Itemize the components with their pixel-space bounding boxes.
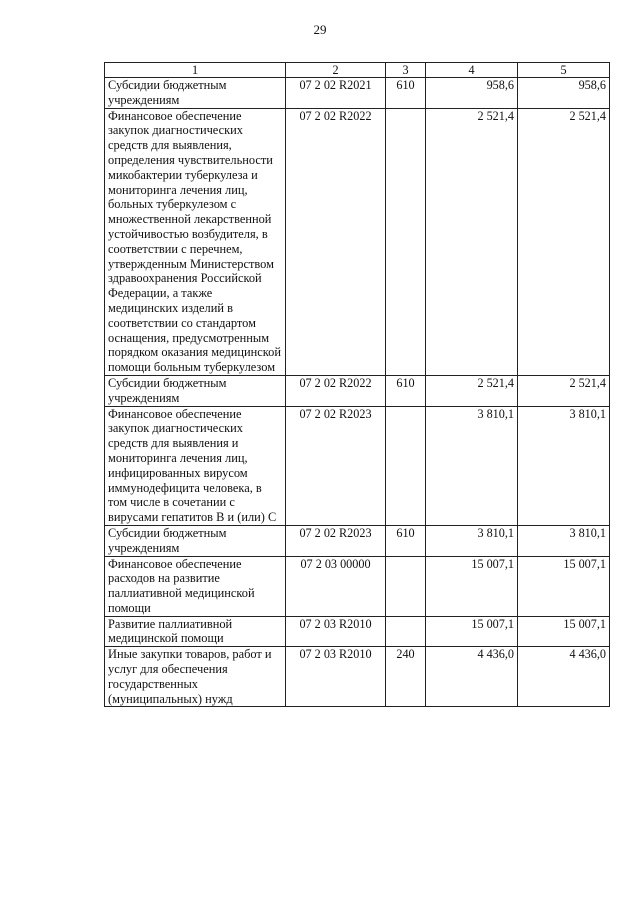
table-row — [105, 556, 610, 616]
row-sum-year2-cell: 4 436,0 — [518, 647, 610, 707]
row-expense-type-cell: 240 — [386, 647, 426, 707]
table-row — [105, 616, 610, 647]
row-expense-type-cell — [386, 108, 426, 375]
row-name-cell: Субсидии бюджетным учреждениям — [105, 525, 286, 556]
row-sum-year1-cell: 15 007,1 — [426, 556, 518, 616]
row-sum-year1-cell: 3 810,1 — [426, 406, 518, 525]
row-expense-type-cell: 610 — [386, 525, 426, 556]
row-name-cell: Субсидии бюджетным учреждениям — [105, 375, 286, 406]
row-name-cell: Иные закупки товаров, работ и услуг для обеспечения государственных (муниципальных) нужд — [105, 647, 286, 707]
row-expense-type-cell — [386, 556, 426, 616]
header-col-1: 1 — [105, 63, 286, 78]
row-expense-type-cell: 610 — [386, 78, 426, 109]
row-expense-type-cell: 610 — [386, 375, 426, 406]
row-name-cell: Развитие паллиативной медицинской помощи — [105, 616, 286, 647]
table-header-row — [105, 63, 610, 78]
row-code-cell: 07 2 03 00000 — [286, 556, 386, 616]
row-sum-year1-cell: 15 007,1 — [426, 616, 518, 647]
row-sum-year2-cell: 2 521,4 — [518, 108, 610, 375]
table-row — [105, 78, 610, 109]
table-row — [105, 375, 610, 406]
row-code-cell: 07 2 02 R2022 — [286, 108, 386, 375]
row-sum-year2-cell: 2 521,4 — [518, 375, 610, 406]
row-code-cell: 07 2 02 R2022 — [286, 375, 386, 406]
row-expense-type-cell — [386, 406, 426, 525]
row-sum-year2-cell: 15 007,1 — [518, 556, 610, 616]
header-col-3: 3 — [386, 63, 426, 78]
table-row — [105, 406, 610, 525]
header-col-2: 2 — [286, 63, 386, 78]
row-code-cell: 07 2 03 R2010 — [286, 616, 386, 647]
row-sum-year2-cell: 15 007,1 — [518, 616, 610, 647]
budget-table — [104, 62, 610, 707]
table-row — [105, 525, 610, 556]
row-code-cell: 07 2 02 R2023 — [286, 525, 386, 556]
table-row — [105, 647, 610, 707]
header-col-4: 4 — [426, 63, 518, 78]
header-col-5: 5 — [518, 63, 610, 78]
row-code-cell: 07 2 03 R2010 — [286, 647, 386, 707]
table-row — [105, 108, 610, 375]
row-name-cell: Финансовое обеспечение закупок диагностических средств для выявления и мониторинга лечения лиц, инфицированных вирусом иммунодефицита человека, в том числе в сочетании с вирусами гепатитов В и (или) С — [105, 406, 286, 525]
row-expense-type-cell — [386, 616, 426, 647]
row-sum-year1-cell: 2 521,4 — [426, 108, 518, 375]
row-name-cell: Финансовое обеспечение расходов на развитие паллиативной медицинской помощи — [105, 556, 286, 616]
row-sum-year1-cell: 2 521,4 — [426, 375, 518, 406]
row-code-cell: 07 2 02 R2023 — [286, 406, 386, 525]
row-sum-year1-cell: 3 810,1 — [426, 525, 518, 556]
row-sum-year2-cell: 958,6 — [518, 78, 610, 109]
row-name-cell: Финансовое обеспечение закупок диагностических средств для выявления, определения чувствительности микобактерии туберкулеза и мониторинга лечения лиц, больных туберкулезом с множественной лекарственной устойчивостью возбудителя, в соответствии с перечнем, утвержденным Министерством здравоохранения Российской Федерации, а также медицинских изделий в соответствии со стандартом оснащения, предусмотренным порядком оказания медицинской помощи больным туберкулезом — [105, 108, 286, 375]
page-number: 29 — [313, 22, 327, 37]
row-sum-year1-cell: 958,6 — [426, 78, 518, 109]
row-code-cell: 07 2 02 R2021 — [286, 78, 386, 109]
row-name-cell: Субсидии бюджетным учреждениям — [105, 78, 286, 109]
row-sum-year2-cell: 3 810,1 — [518, 525, 610, 556]
row-sum-year1-cell: 4 436,0 — [426, 647, 518, 707]
row-sum-year2-cell: 3 810,1 — [518, 406, 610, 525]
